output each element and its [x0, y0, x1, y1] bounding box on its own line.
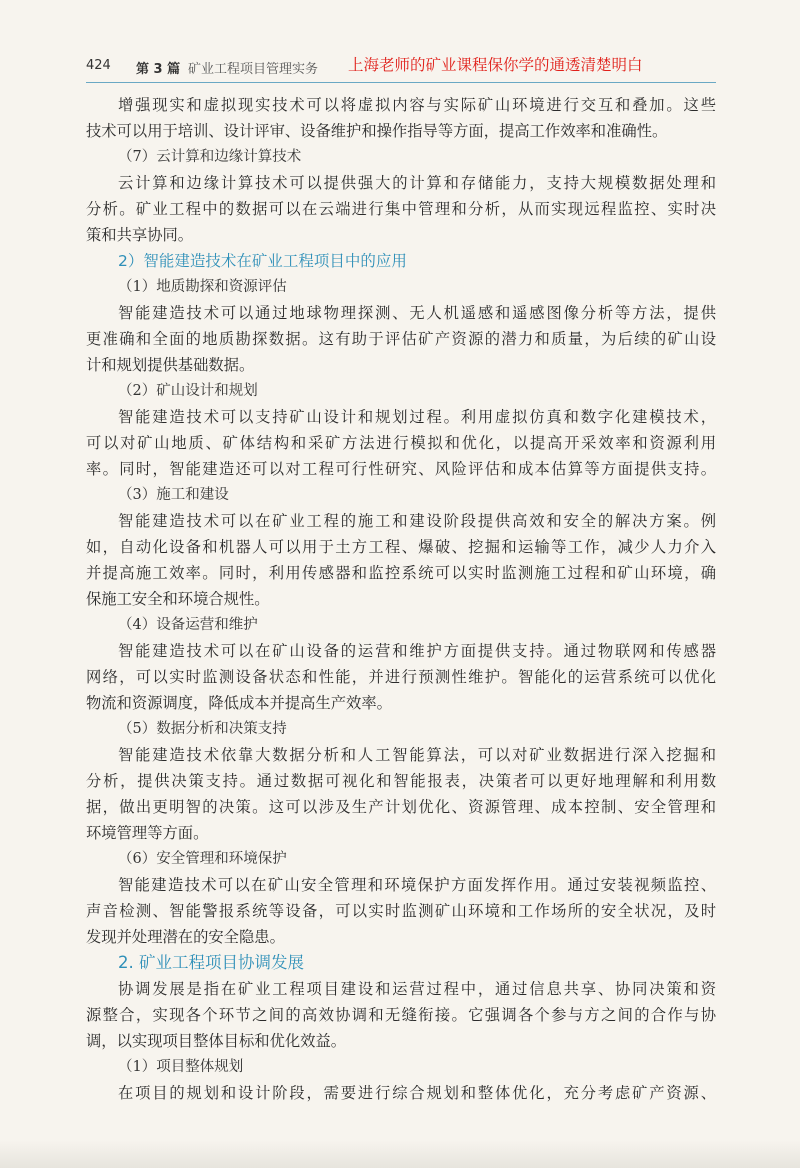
body-text-line: 分析。矿业工程中的数据可以在云端进行集中管理和分析，从而实现远程监控、实时决 [86, 200, 716, 218]
subsection-heading: （5）数据分析和决策支持 [118, 721, 287, 737]
part-label: 第 3 篇 [136, 62, 181, 77]
body-text-line: 智能建造技术可以通过地球物理探测、无人机遥感和遥感图像分析等方法，提供 [118, 304, 716, 322]
page-header [86, 52, 716, 83]
body-text-line: 协调发展是指在矿业工程项目建设和运营过程中，通过信息共享、协同决策和资 [118, 980, 716, 998]
body-text-line: 并提高施工效率。同时，利用传感器和监控系统可以实时监测施工过程和矿山环境，确 [86, 564, 716, 582]
subsection-heading: （2）矿山设计和规划 [118, 383, 258, 399]
body-text-line: 调，以实现项目整体目标和优化效益。 [86, 1032, 347, 1050]
page-body [86, 92, 716, 1106]
body-text-line: 物流和资源调度，降低成本并提高生产效率。 [86, 694, 392, 712]
body-text-line: 如，自动化设备和机器人可以用于土方工程、爆破、挖掘和运输等工作，减少人力介入 [86, 538, 716, 556]
subsection-heading: （3）施工和建设 [118, 487, 229, 503]
subsection-heading: （6）安全管理和环境保护 [118, 851, 287, 867]
body-text-line: 智能建造技术可以在矿山设备的运营和维护方面提供支持。通过物联网和传感器 [118, 642, 716, 660]
body-text-line: 更准确和全面的地质勘探数据。这有助于评估矿产资源的潜力和质量，为后续的矿山设 [86, 330, 716, 348]
body-text-line: 计和规划提供基础数据。 [86, 356, 255, 374]
section-heading: 2）智能建造技术在矿业工程项目中的应用 [118, 252, 407, 270]
body-text-line: 源整合，实现各个环节之间的高效协调和无缝衔接。它强调各个参与方之间的合作与协 [86, 1006, 716, 1024]
body-text-line: 发现并处理潜在的安全隐患。 [86, 928, 285, 946]
subsection-heading: （7）云计算和边缘计算技术 [118, 149, 302, 165]
body-text-line: 智能建造技术可以支持矿山设计和规划过程。利用虚拟仿真和数字化建模技术， [118, 408, 716, 426]
body-text-line: 技术可以用于培训、设计评审、设备维护和操作指导等方面，提高工作效率和准确性。 [86, 122, 668, 140]
main-section-heading: 2. 矿业工程项目协调发展 [118, 953, 304, 972]
body-text-line: 网络，可以实时监测设备状态和性能，并进行预测性维护。智能化的运营系统可以优化 [86, 668, 716, 686]
watermark-text: 上海老师的矿业课程保你学的通透清楚明白 [348, 53, 643, 75]
body-text-line: 智能建造技术可以在矿山安全管理和环境保护方面发挥作用。通过安装视频监控、 [118, 876, 716, 894]
body-text-line: 智能建造技术依靠大数据分析和人工智能算法，可以对矿业数据进行深入挖掘和 [118, 746, 716, 764]
body-text-line: 在项目的规划和设计阶段，需要进行综合规划和整体优化，充分考虑矿产资源、 [118, 1084, 716, 1102]
page-number: 424 [86, 58, 111, 73]
body-text-line: 增强现实和虚拟现实技术可以将虚拟内容与实际矿山环境进行交互和叠加。这些 [118, 96, 716, 114]
body-text-line: 率。同时，智能建造还可以对工程可行性研究、风险评估和成本估算等方面提供支持。 [86, 460, 716, 478]
body-text-line: 环境管理等方面。 [86, 824, 209, 842]
subsection-heading: （1）项目整体规划 [118, 1059, 244, 1075]
body-text-line: 策和共享协同。 [86, 226, 194, 244]
body-text-line: 据，做出更明智的决策。这可以涉及生产计划优化、资源管理、成本控制、安全管理和 [86, 798, 716, 816]
body-text-line: 可以对矿山地质、矿体结构和采矿方法进行模拟和优化，以提高开采效率和资源利用 [86, 434, 716, 452]
page-bottom-shadow [0, 1140, 800, 1168]
subsection-heading: （4）设备运营和维护 [118, 617, 258, 633]
body-text-line: 智能建造技术可以在矿业工程的施工和建设阶段提供高效和安全的解决方案。例 [118, 512, 716, 530]
body-text-line: 声音检测、智能警报系统等设备，可以实时监测矿山环境和工作场所的安全状况，及时 [86, 902, 716, 920]
subsection-heading: （1）地质勘探和资源评估 [118, 279, 287, 295]
body-text-line: 云计算和边缘计算技术可以提供强大的计算和存储能力，支持大规模数据处理和 [118, 174, 716, 192]
chapter-title: 矿业工程项目管理实务 [188, 62, 319, 77]
body-text-line: 分析，提供决策支持。通过数据可视化和智能报表，决策者可以更好地理解和利用数 [86, 772, 716, 790]
body-text-line: 保施工安全和环境合规性。 [86, 590, 270, 608]
